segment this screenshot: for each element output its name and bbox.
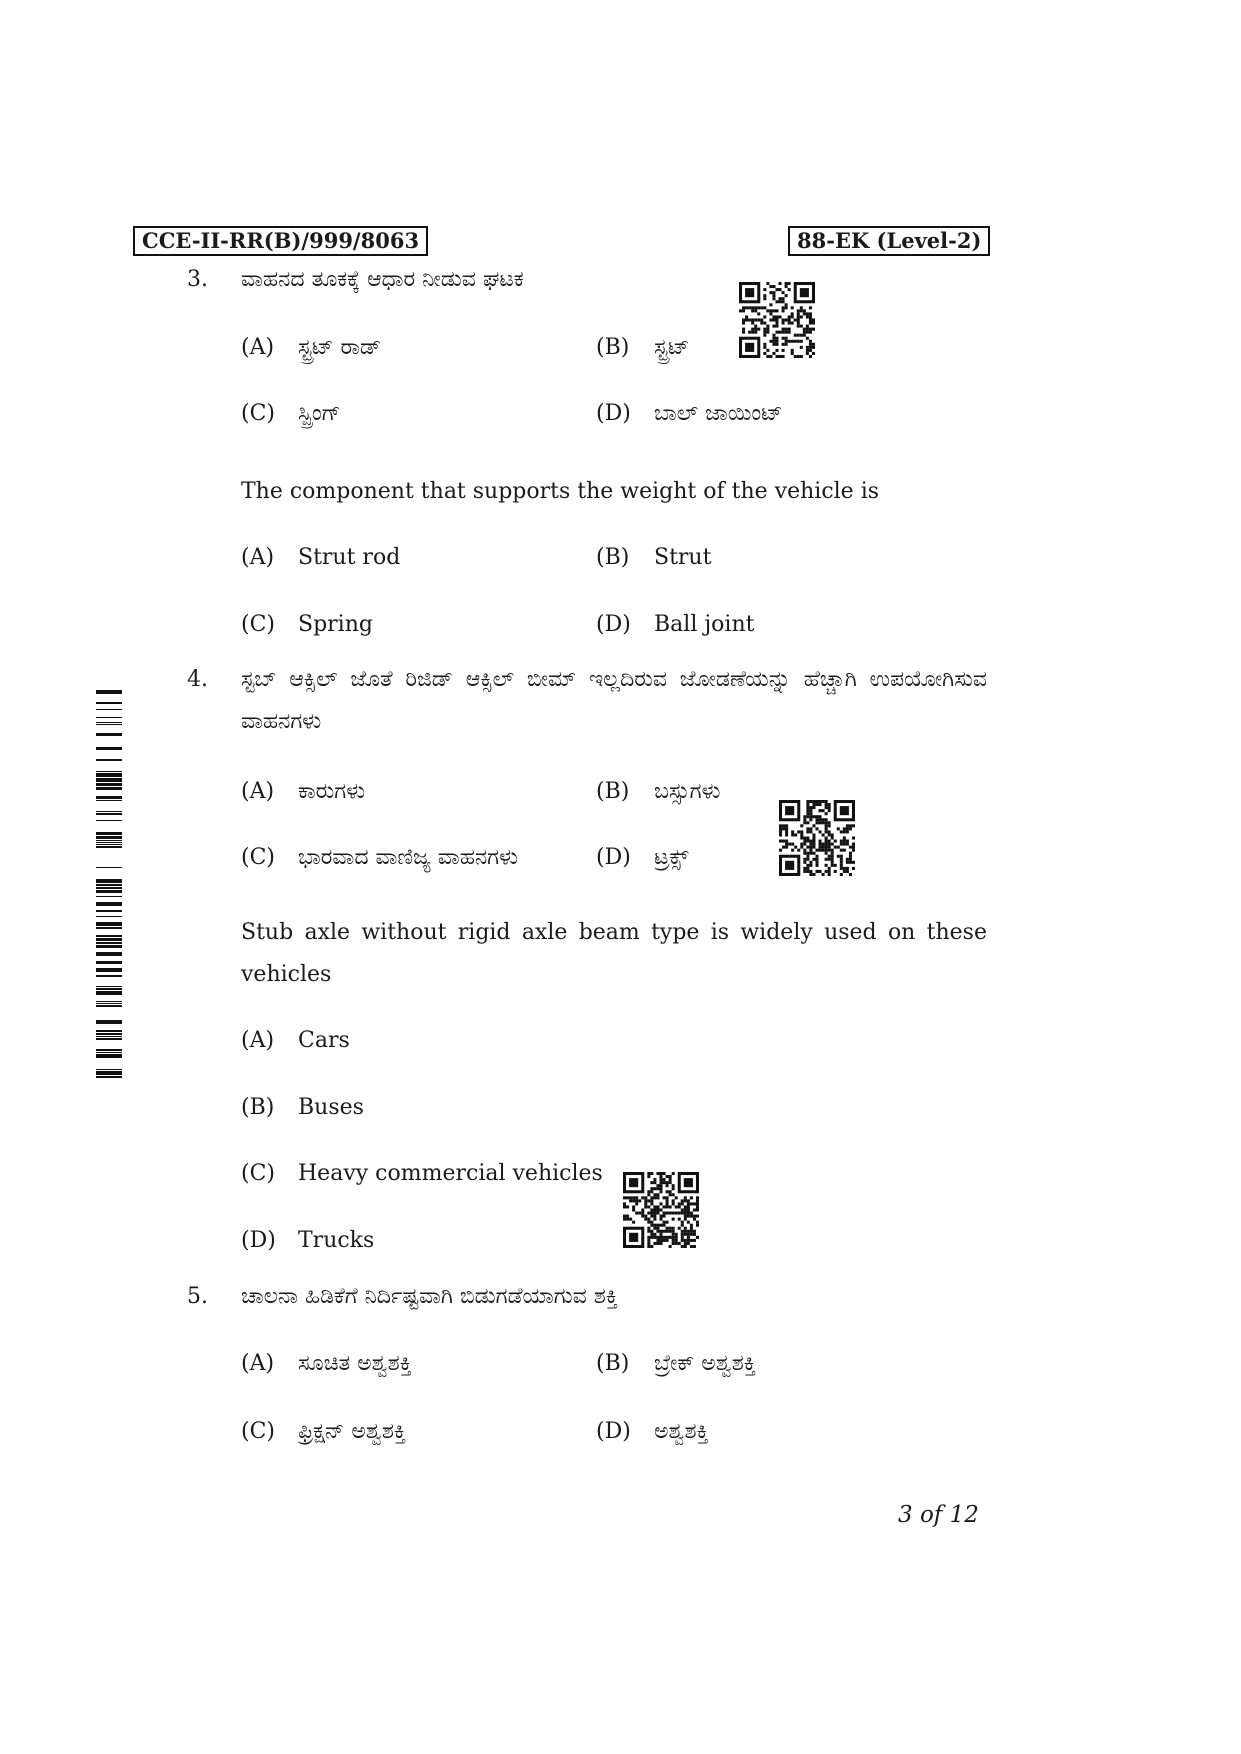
option-text: ಭಾರವಾದ ವಾಣಿಜ್ಯ ವಾಹನಗಳು (298, 845, 519, 870)
qr-code (779, 800, 855, 876)
option-label: (C) (241, 612, 275, 637)
side-barcode (96, 690, 122, 1085)
option-text: ಟ್ರಕ್ಸ್ (654, 845, 689, 870)
question-text-kannada: ಚಾಲನಾ ಹಿಡಿಕೆಗೆ ನಿರ್ದಿಷ್ಟವಾಗಿ ಬಿಡುಗಡೆಯಾಗುವ ಶಕ್ತಿ (241, 1284, 619, 1309)
option-label: (A) (241, 1351, 275, 1376)
option-text: ಸ್ಟ್ರಟ್ ರಾಡ್ (298, 335, 382, 360)
option-text: Spring (298, 612, 373, 637)
option-text: ಸೂಚಿತ ಅಶ್ವಶಕ್ತಿ (298, 1351, 412, 1376)
option-text: ಫ್ರಿಕ್ಷನ್ ಅಶ್ವಶಕ್ತಿ (298, 1419, 407, 1444)
qr-code (739, 282, 815, 358)
option-label: (D) (596, 401, 631, 426)
question-number: 5. (187, 1284, 208, 1309)
option-text: Buses (298, 1095, 364, 1120)
option-label: (C) (241, 1419, 275, 1444)
option-label: (A) (241, 1028, 275, 1053)
option-text: ಬಾಲ್ ಜಾಯಿಂಟ್ (654, 401, 783, 426)
option-text: Strut rod (298, 545, 401, 570)
option-label: (B) (596, 545, 630, 570)
option-text: ಬ್ರೇಕ್ ಅಶ್ವಶಕ್ತಿ (654, 1351, 756, 1376)
question-text-english: The component that supports the weight of the vehicle is (241, 479, 880, 504)
option-label: (B) (596, 779, 630, 804)
option-text: ಬಸ್ಸುಗಳು (654, 779, 721, 804)
question-number: 3. (187, 267, 208, 292)
option-label: (A) (241, 779, 275, 804)
option-text: ಸ್ಟ್ರಟ್ (654, 335, 690, 360)
option-text: Cars (298, 1028, 350, 1053)
option-label: (D) (241, 1228, 276, 1253)
option-label: (A) (241, 335, 275, 360)
question-number: 4. (187, 667, 208, 692)
question-text-kannada: ವಾಹನದ ತೂಕಕ್ಕೆ ಆಧಾರ ನೀಡುವ ಘಟಕ (241, 267, 524, 292)
option-text: Strut (654, 545, 712, 570)
option-label: (D) (596, 612, 631, 637)
option-label: (B) (596, 335, 630, 360)
option-label: (A) (241, 545, 275, 570)
option-label: (C) (241, 401, 275, 426)
option-text: ಅಶ್ವಶಕ್ತಿ (654, 1419, 709, 1444)
option-text: ಕಾರುಗಳು (298, 779, 366, 804)
option-label: (C) (241, 1161, 275, 1186)
option-label: (B) (596, 1351, 630, 1376)
paper-code: CCE-II-RR(B)/999/8063 (133, 226, 428, 256)
question-text-english: Stub axle without rigid axle beam type is widely used on these vehicles (241, 920, 987, 987)
option-text: Heavy commercial vehicles (298, 1161, 603, 1186)
qr-code (623, 1172, 699, 1248)
option-label: (D) (596, 845, 631, 870)
option-text: Ball joint (654, 612, 755, 637)
question-text-kannada: ಸ್ಟಬ್ ಆಕ್ಸಿಲ್ ಜೊತೆ ರಿಜಿಡ್ ಆಕ್ಸಿಲ್ ಬೀಮ್ ಇಲ್ಲದಿರುವ ಜೋಡಣೆಯನ್ನು ಹೆಚ್ಚಾಗಿ ಉಪಯೋಗಿಸುವ ವಾಹನಗಳು (241, 667, 987, 734)
option-label: (D) (596, 1419, 631, 1444)
paper-level: 88-EK (Level-2) (788, 226, 990, 256)
page-number: 3 of 12 (898, 1502, 979, 1528)
option-text: Trucks (298, 1228, 375, 1253)
option-label: (B) (241, 1095, 275, 1120)
option-text: ಸ್ಪ್ರಿಂಗ್ (298, 401, 341, 426)
option-label: (C) (241, 845, 275, 870)
